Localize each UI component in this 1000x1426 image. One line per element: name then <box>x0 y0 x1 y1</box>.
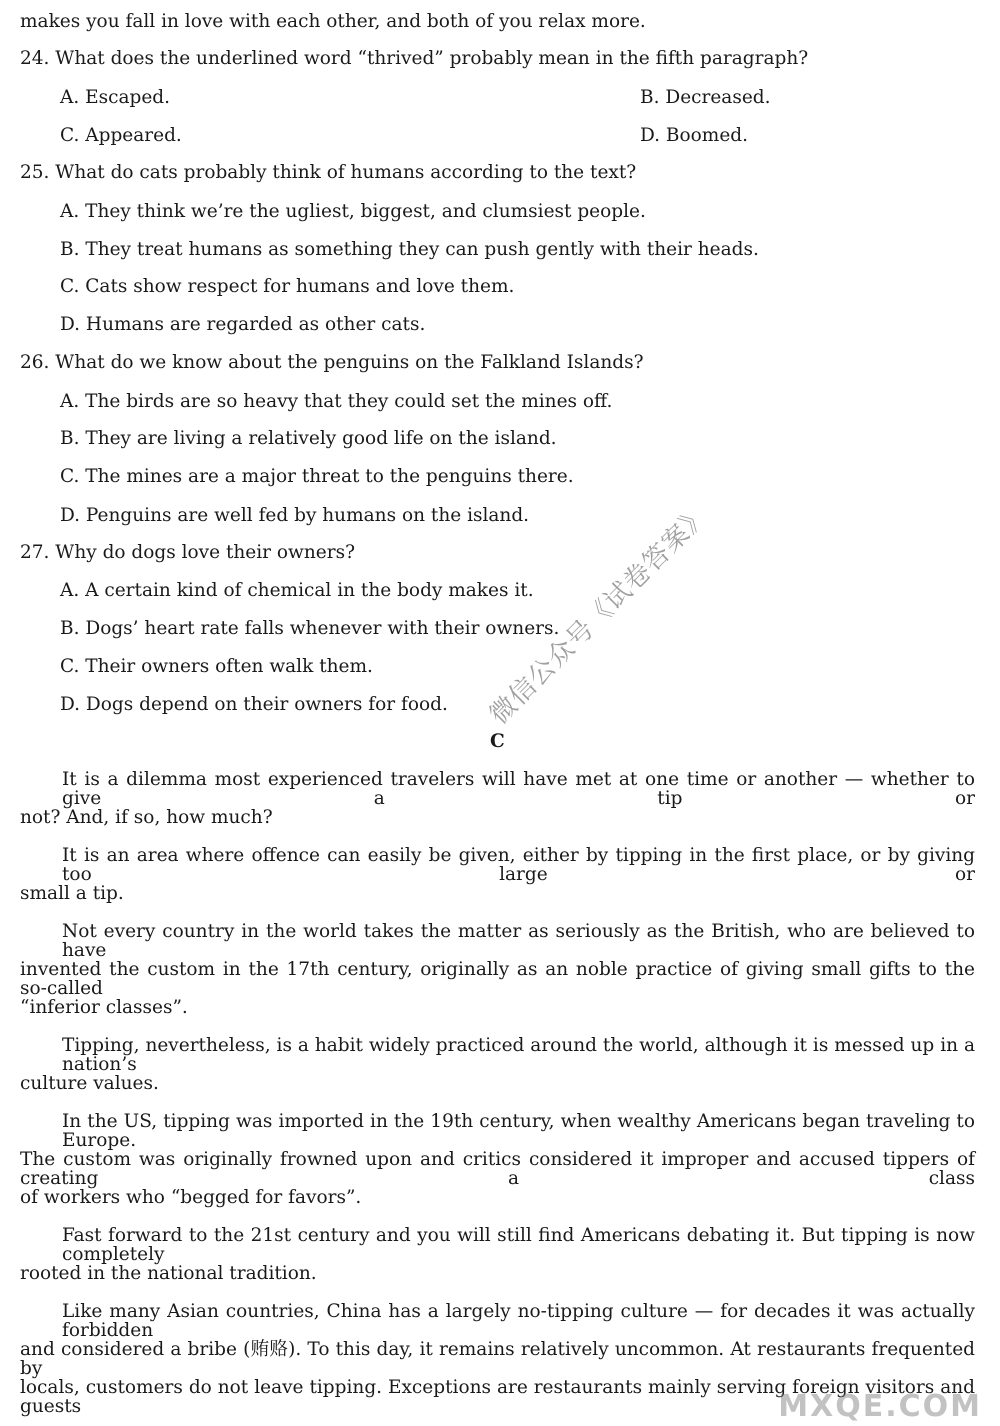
question-25-option-b: B. They treat humans as something they can push gently with their heads. <box>60 239 759 260</box>
question-27-stem: 27. Why do dogs love their owners? <box>20 542 355 563</box>
question-26-option-b: B. They are living a relatively good life on the island. <box>60 428 557 449</box>
question-27-option-d: D. Dogs depend on their owners for food. <box>60 694 448 715</box>
passage-line: small a tip. <box>20 883 124 904</box>
question-25-stem: 25. What do cats probably think of humans according to the text? <box>20 162 637 183</box>
passage-line: not? And, if so, how much? <box>20 807 273 828</box>
passage-line: Fast forward to the 21st century and you will still find Americans debating it. But tipping is now completely <box>62 1225 975 1265</box>
passage-line: “inferior classes”. <box>20 997 188 1018</box>
question-25-option-c: C. Cats show respect for humans and love them. <box>60 276 515 297</box>
question-27-option-a: A. A certain kind of chemical in the body makes it. <box>60 580 534 601</box>
question-24-option-b: B. Decreased. <box>640 87 771 108</box>
passage-line: The custom was originally frowned upon and critics considered it improper and accused tippers of creating a class <box>20 1149 975 1189</box>
question-24-option-c: C. Appeared. <box>60 125 182 146</box>
wechat-watermark: 微信公众号《试卷答案》 <box>484 499 716 731</box>
question-26-option-d: D. Penguins are well fed by humans on the island. <box>60 505 530 526</box>
question-24-option-d: D. Boomed. <box>640 125 749 146</box>
question-26-option-a: A. The birds are so heavy that they could set the mines off. <box>60 391 613 412</box>
question-27-option-c: C. Their owners often walk them. <box>60 656 373 677</box>
passage-line: Like many Asian countries, China has a largely no-tipping culture — for decades it was actually forbidden <box>62 1301 975 1341</box>
passage-line: rooted in the national tradition. <box>20 1263 317 1284</box>
site-logo: MXQE.COM <box>778 1389 982 1424</box>
passage-line: Not every country in the world takes the matter as seriously as the British, who are believed to have <box>62 921 975 961</box>
passage-line: Tipping, nevertheless, is a habit widely practiced around the world, although it is messed up in a nation’s <box>62 1035 975 1075</box>
question-27-option-b: B. Dogs’ heart rate falls whenever with their owners. <box>60 618 560 639</box>
question-26-stem: 26. What do we know about the penguins on the Falkland Islands? <box>20 352 644 373</box>
passage-line: It is an area where offence can easily be given, either by tipping in the first place, or by giving too large or <box>62 845 975 885</box>
question-24-stem: 24. What does the underlined word “thrived” probably mean in the fifth paragraph? <box>20 48 809 69</box>
passage-line: locals, customers do not leave tipping. Exceptions are restaurants mainly serving foreign visitors and guests <box>20 1377 975 1417</box>
passage-line: of workers who “begged for favors”. <box>20 1187 362 1208</box>
section-heading: C <box>490 731 505 752</box>
question-25-option-d: D. Humans are regarded as other cats. <box>60 314 426 335</box>
passage-line: culture values. <box>20 1073 159 1094</box>
question-26-option-c: C. The mines are a major threat to the penguins there. <box>60 466 574 487</box>
previous-paragraph-end: makes you fall in love with each other, and both of you relax more. <box>20 11 646 32</box>
passage-line: invented the custom in the 17th century, originally as an noble practice of giving small gifts to the so-called <box>20 959 975 999</box>
question-25-option-a: A. They think we’re the ugliest, biggest, and clumsiest people. <box>60 201 646 222</box>
passage-line: It is a dilemma most experienced travelers will have met at one time or another — whether to give a tip or <box>62 769 975 809</box>
passage-line: and considered a bribe (贿赂). To this day, it remains relatively uncommon. At restaurants frequented by <box>20 1339 975 1379</box>
question-24-option-a: A. Escaped. <box>60 87 171 108</box>
passage-line: In the US, tipping was imported in the 19th century, when wealthy Americans began traveling to Europe. <box>62 1111 975 1151</box>
